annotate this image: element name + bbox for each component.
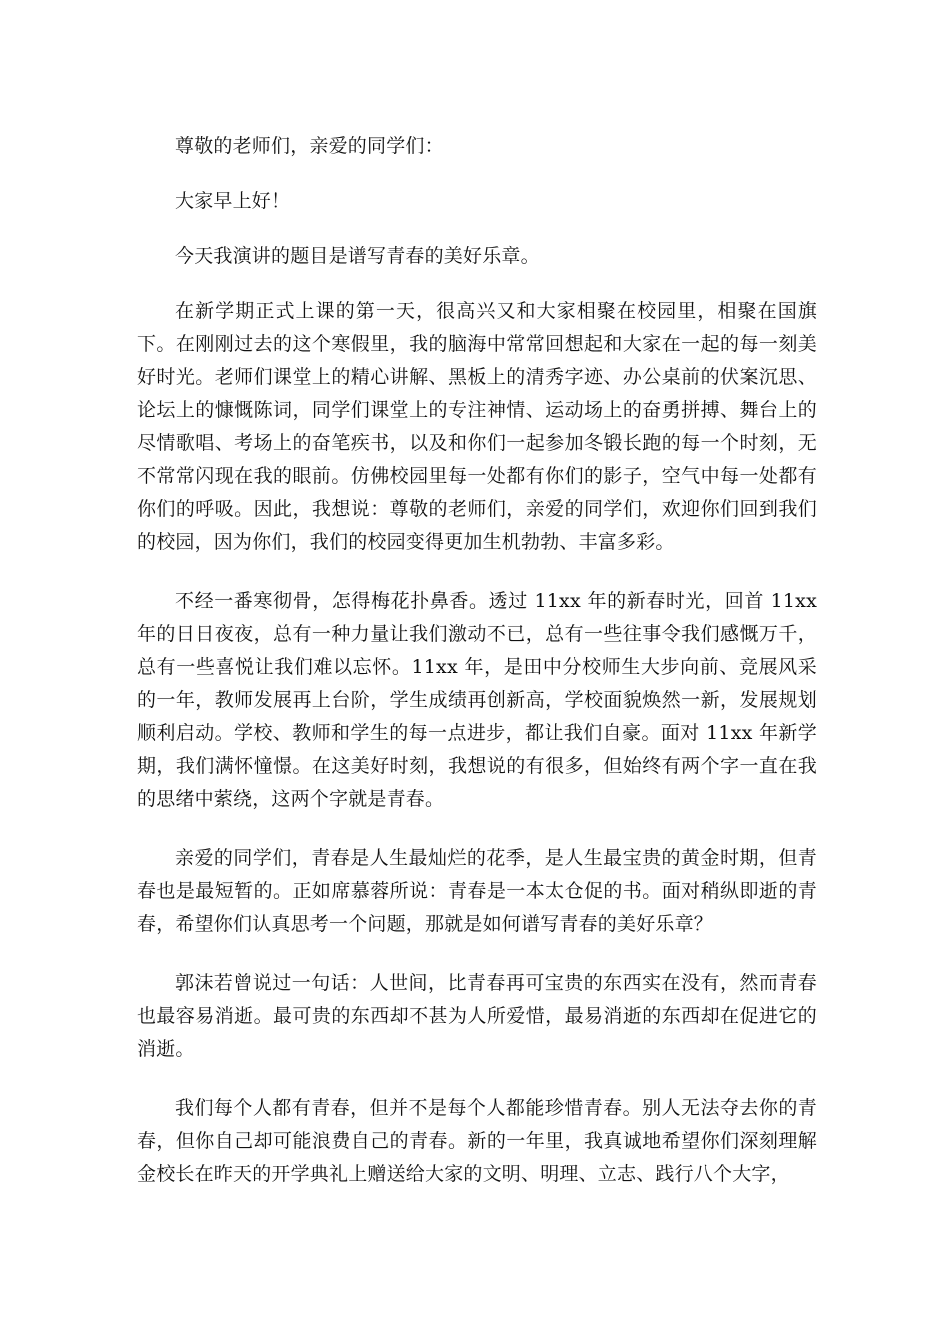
paragraph-2: 不经一番寒彻骨，怎得梅花扑鼻香。透过 11xx 年的新春时光，回首 11xx 年的日日夜夜，总有一种力量让我们激动不已，总有一些往事令我们感慨万千，总有一些喜悦让我们难以忘怀。11xx 年，是田中分校师生大步向前、竞展风采的一年，教师发展再上台阶，学生成绩再创新高，学校面貌焕然一新，发展规划顺利启动。学校、教师和学生的每一点进步，都让我们自豪。面对 11xx 年新学期，我们满怀憧憬。在这美好时刻，我想说的有很多，但始终有两个字一直在我的思绪中萦绕，这两个字就是青春。 (137, 590, 817, 810)
greeting: 大家早上好！ (175, 190, 291, 212)
paragraph-1: 在新学期正式上课的第一天，很高兴又和大家相聚在校园里，相聚在国旗下。在刚刚过去的这个寒假里，我的脑海中常常回想起和大家在一起的每一刻美好时光。老师们课堂上的精心讲解、黑板上的清秀字迹、办公桌前的伏案沉思、论坛上的慷慨陈词，同学们课堂上的专注神情、运动场上的奋勇拼搏、舞台上的尽情歌唱、考场上的奋笔疾书，以及和你们一起参加冬锻长跑的每一个时刻，无不常常闪现在我的眼前。仿佛校园里每一处都有你们的影子，空气中每一处都有你们的呼吸。因此，我想说：尊敬的老师们，亲爱的同学们，欢迎你们回到我们的校园，因为你们，我们的校园变得更加生机勃勃、丰富多彩。 (137, 300, 817, 553)
speech-topic: 今天我演讲的题目是谱写青春的美好乐章。 (175, 245, 540, 267)
paragraph-4: 郭沫若曾说过一句话：人世间，比青春再可宝贵的东西实在没有，然而青春也最容易消逝。最可贵的东西却不甚为人所爱惜，最易消逝的东西却在促进它的消逝。 (137, 972, 817, 1060)
paragraph-5: 我们每个人都有青春，但并不是每个人都能珍惜青春。别人无法夺去你的青春，但你自己却可能浪费自己的青春。新的一年里，我真诚地希望你们深刻理解金校长在昨天的开学典礼上赠送给大家的文明、明理、立志、践行八个大字， (137, 1097, 817, 1185)
paragraph-3: 亲爱的同学们，青春是人生最灿烂的花季，是人生最宝贵的黄金时期，但青春也是最短暂的。正如席慕蓉所说：青春是一本太仓促的书。面对稍纵即逝的青春，希望你们认真思考一个问题，那就是如何谱写青春的美好乐章？ (137, 847, 817, 935)
salutation: 尊敬的老师们，亲爱的同学们： (175, 135, 444, 157)
document-page (137, 130, 817, 1217)
